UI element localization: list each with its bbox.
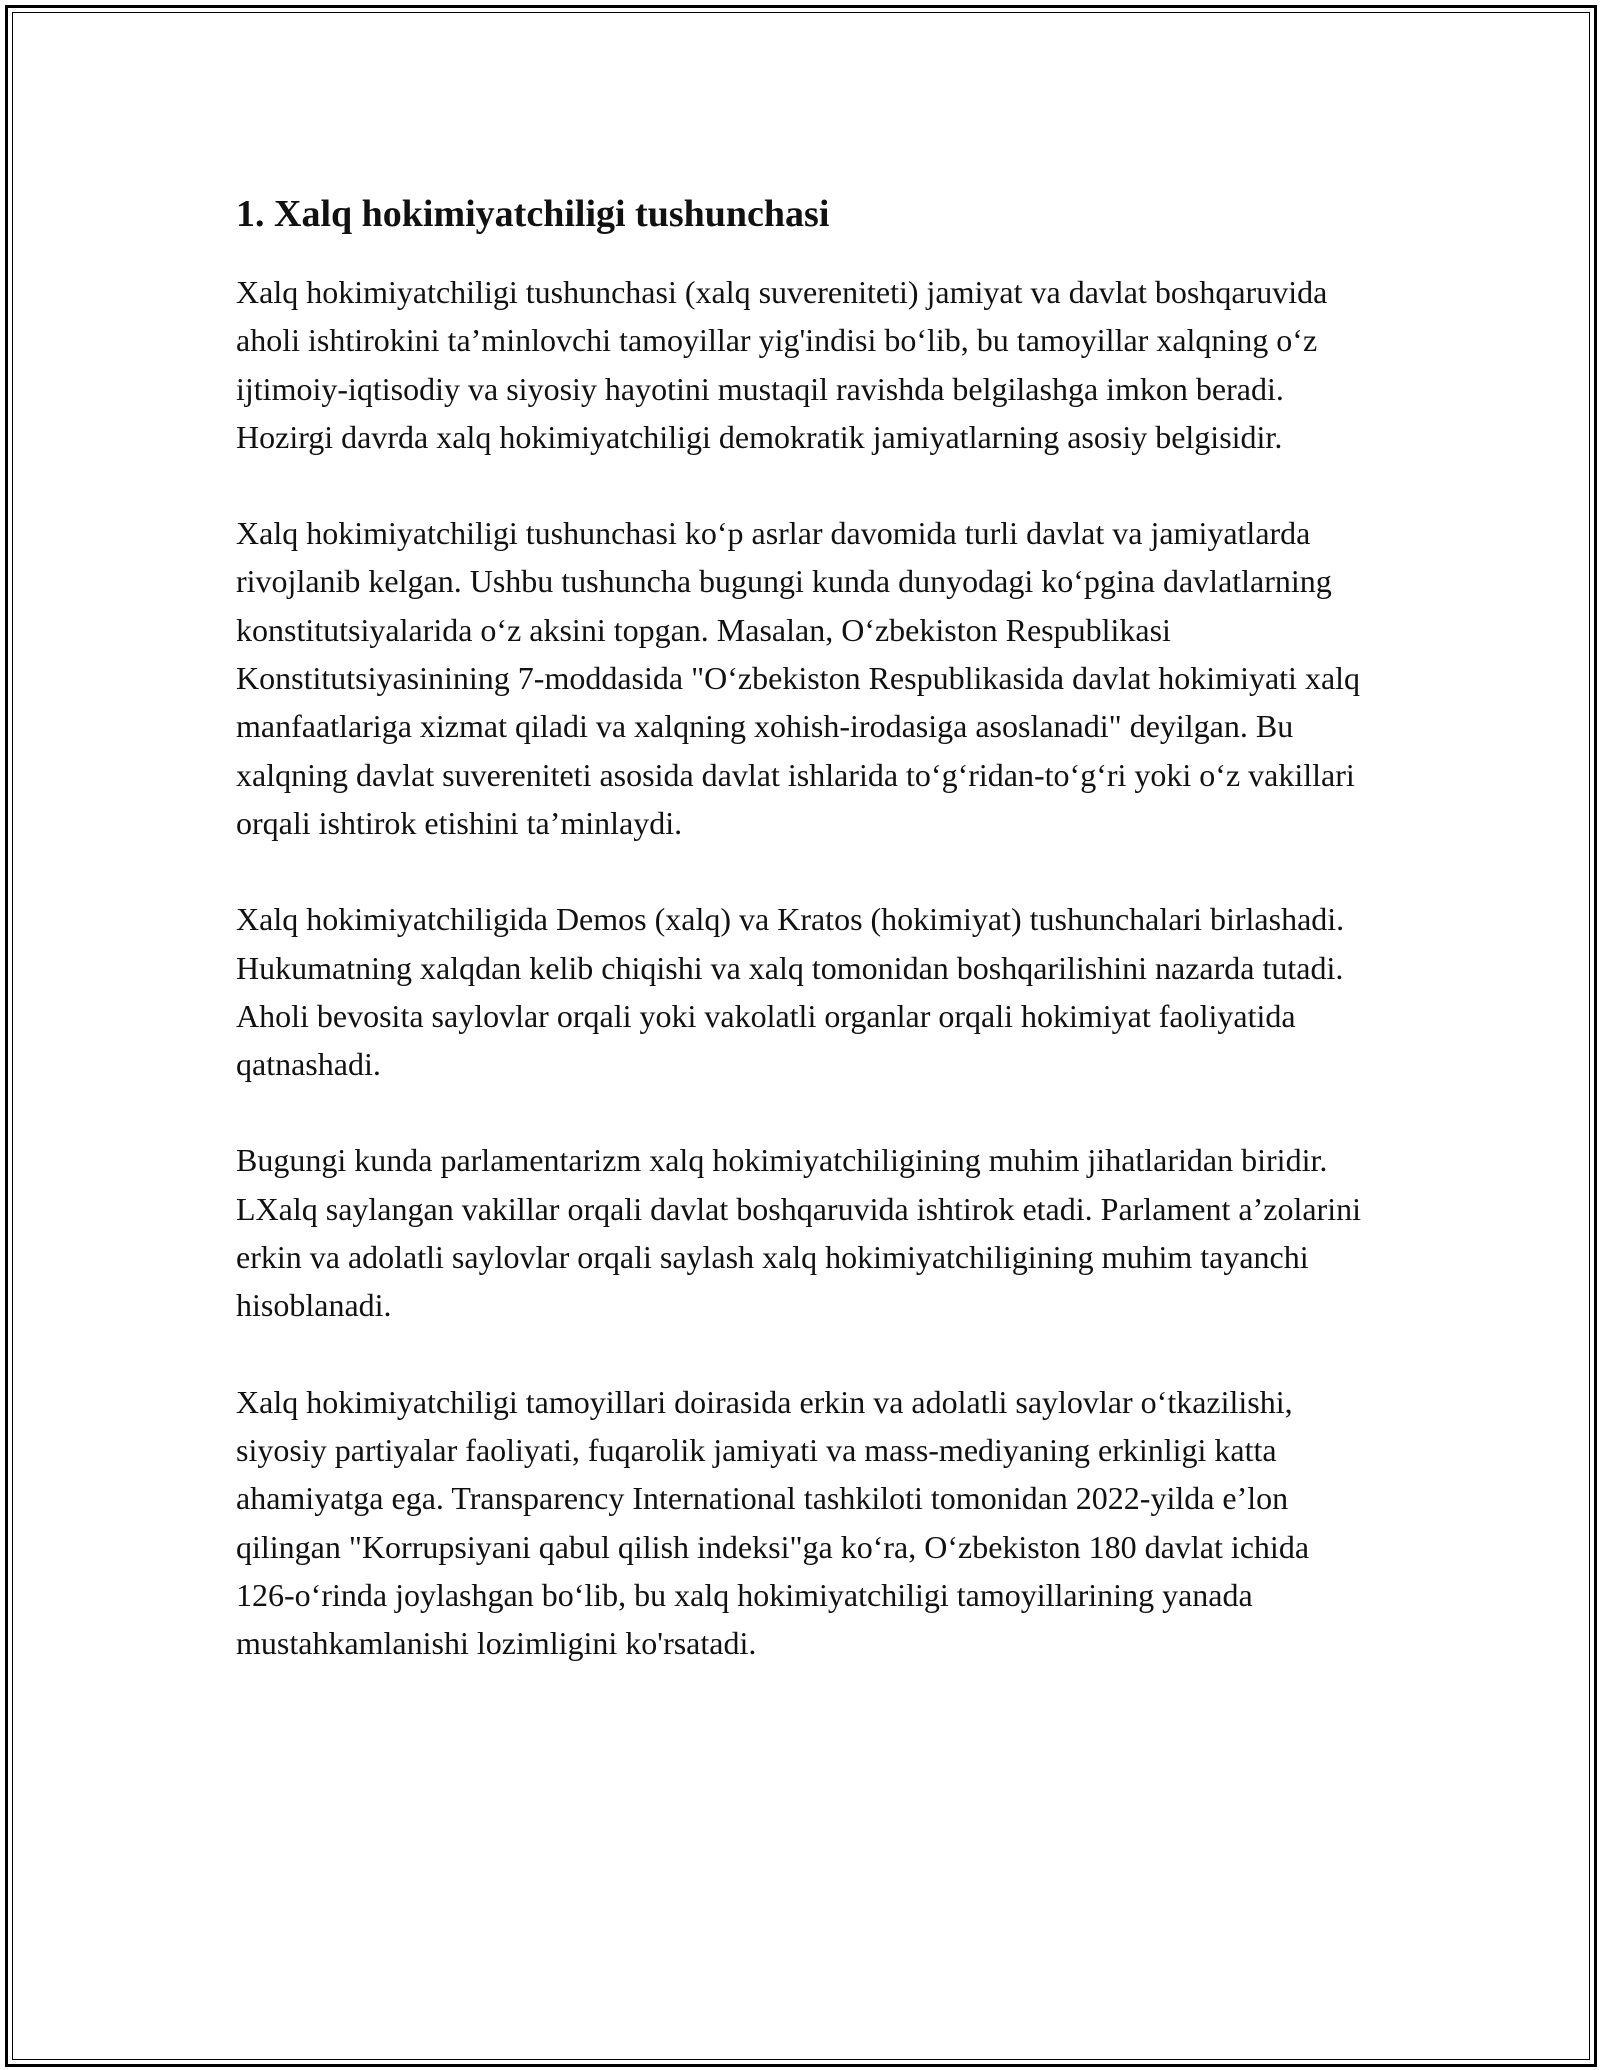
paragraph-1: Xalq hokimiyatchiligi tushunchasi (xalq suvereniteti) jamiyat va davlat boshqaruvida aholi ishtirokini taʼminlovchi tamoyillar yig'indisi boʻlib, bu tamoyillar xalqning oʻz ijtimoiy-iqtisodiy va siyosiy hayotini mustaqil ravishda belgilashga imkon beradi. Hozirgi davrda xalq hokimiyatchiligi demokratik jamiyatlarning asosiy belgisidir. (236, 274, 1328, 455)
paragraph-5: Xalq hokimiyatchiligi tamoyillari doirasida erkin va adolatli saylovlar oʻtkazilishi, siyosiy partiyalar faoliyati, fuqarolik jamiyati va mass-mediyaning erkinligi katta ahamiyatga ega. Transparency International tashkiloti tomonidan 2022-yilda eʼlon qilingan "Korrupsiyani qabul qilish indeksi"ga koʻra, Oʻzbekiston 180 davlat ichida 126-oʻrinda joylashgan boʻlib, bu xalq hokimiyatchiligi tamoyillarining yanada mustahkamlanishi lozimligini ko'rsatadi. (236, 1383, 1310, 1662)
section-title: 1. Xalq hokimiyatchiligi tushunchasi (236, 193, 830, 235)
paragraph-4: Bugungi kunda parlamentarizm xalq hokimiyatchiligining muhim jihatlaridan biridir. LXalq saylangan vakillar orqali davlat boshqaruvida ishtirok etadi. Parlament aʼzolarini erkin va adolatli saylovlar orqali saylash xalq hokimiyatchiligining muhim tayanchi hisoblanadi. (236, 1142, 1361, 1324)
paragraph-2: Xalq hokimiyatchiligi tushunchasi koʻp asrlar davomida turli davlat va jamiyatlarda rivojlanib kelgan. Ushbu tushuncha bugungi kunda dunyodagi koʻpgina davlatlarning konstitutsiyalarida oʻz aksini topgan. Masalan, Oʻzbekiston Respublikasi Konstitutsiyasinining 7-moddasida "Oʻzbekiston Respublikasida davlat hokimiyati xalq manfaatlariga xizmat qiladi va xalqning xohish-irodasiga asoslanadi" deyilgan. Bu xalqning davlat suvereniteti asosida davlat ishlarida toʻgʻridan-toʻgʻri yoki oʻz vakillari orqali ishtirok etishini taʼminlaydi. (236, 515, 1361, 841)
document-body (236, 190, 1366, 1667)
paragraph-3: Xalq hokimiyatchiligida Demos (xalq) va Kratos (hokimiyat) tushunchalari birlashadi. Hukumatning xalqdan kelib chiqishi va xalq tomonidan boshqarilishini nazarda tutadi. Aholi bevosita saylovlar orqali yoki vakolatli organlar orqali hokimiyat faoliyatida qatnashadi. (236, 901, 1345, 1083)
